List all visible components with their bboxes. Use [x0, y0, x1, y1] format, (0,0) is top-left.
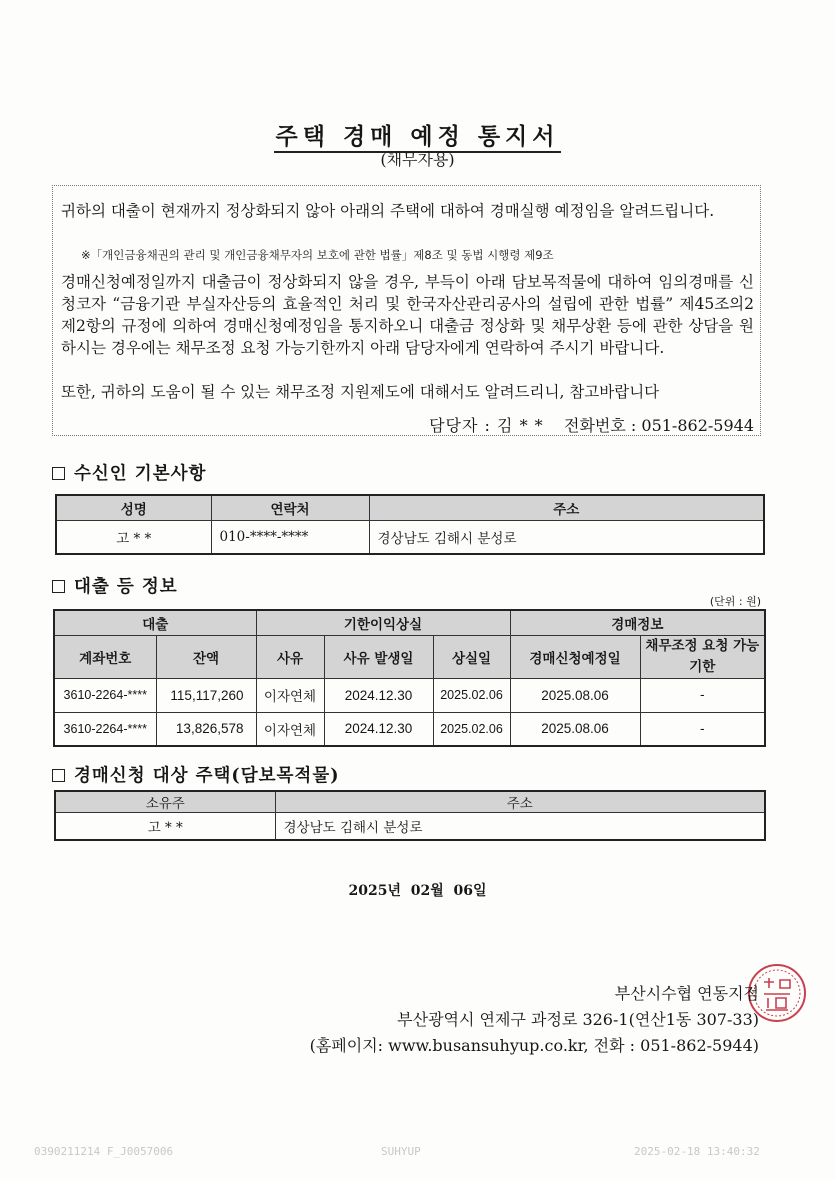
- checkbox-square-icon: [52, 769, 65, 782]
- header-account: 계좌번호: [54, 635, 156, 678]
- header-name: 성명: [56, 495, 211, 520]
- header-adjustment-deadline: 채무조정 요청 가능기한: [640, 635, 765, 678]
- contact-phone: 전화번호 : 051-862-5944: [564, 416, 754, 435]
- table-cell: 3610-2264-****: [54, 678, 156, 712]
- notice-paragraph-1: 귀하의 대출이 현재까지 정상화되지 않아 아래의 주택에 대하여 경매실행 예정임을 알려드립니다.: [61, 202, 715, 220]
- footer-document-id: 0390211214 F_J0057006: [34, 1145, 174, 1158]
- law-reference-note: ※「개인금융채권의 관리 및 개인금융채무자의 보호에 관한 법률」제8조 및 동법 시행령 제9조: [81, 248, 554, 262]
- sender-branch: 부산시수협 연동지점: [614, 984, 759, 1003]
- notice-paragraph-2: 경매신청예정일까지 대출금이 정상화되지 않을 경우, 부득이 아래 담보목적물에 대하여 임의경매를 신청코자 “금융기관 부실자산등의 효율적인 처리 및 한국자산관리공사의 설립에 관한 법률” 제45조의2 제2항의 규정에 의하여 경매신청예정임을 통지하오니 대출금 정상화 및 채무상환 등에 관한 상담을 원하시는 경우에는 채무조정 요청 가능기한까지 아래 담당자에게 연락하여 주시기 바랍니다.: [61, 273, 754, 357]
- recipient-table: [55, 494, 765, 555]
- loan-table: [53, 609, 766, 747]
- header-reason-date: 사유 발생일: [324, 635, 433, 678]
- contact-line: [429, 413, 754, 436]
- footer-brand: SUHYUP: [381, 1145, 421, 1158]
- property-owner: 고 * *: [55, 813, 275, 840]
- table-cell: 2025.02.06: [433, 678, 510, 712]
- header-owner: 소유주: [55, 791, 275, 813]
- document-title: 주택 경매 예정 통지서: [0, 118, 835, 151]
- header-address: 주소: [275, 791, 765, 813]
- recipient-phone: 010-****-****: [211, 520, 369, 554]
- header-address: 주소: [369, 495, 764, 520]
- loan-section-heading: 대출 등 정보: [52, 573, 178, 598]
- group-header-acceleration: 기한이익상실: [256, 610, 510, 635]
- footer-timestamp: 2025-02-18 13:40:32: [634, 1145, 760, 1158]
- recipient-section-heading: 수신인 기본사항: [52, 460, 206, 485]
- table-cell: 이자연체: [256, 712, 324, 746]
- sender-homepage: (홈페이지: www.busansuhyup.co.kr, 전화 : 051-862-5944): [309, 1036, 759, 1055]
- notice-box: [52, 185, 761, 436]
- property-section-heading: 경매신청 대상 주택(담보목적물): [52, 762, 340, 787]
- checkbox-square-icon: [52, 580, 65, 593]
- document-subtitle: (채무자용): [380, 150, 455, 169]
- contact-person: 담당자 : 김 * *: [429, 416, 544, 435]
- group-header-auction: 경매정보: [510, 610, 765, 635]
- header-contact: 연락처: [211, 495, 369, 520]
- table-cell: 2025.08.06: [510, 678, 640, 712]
- table-cell: -: [640, 712, 765, 746]
- recipient-address: 경상남도 김해시 분성로: [369, 520, 764, 554]
- sender-address: 부산광역시 연제구 과정로 326-1(연산1동 307-33): [397, 1010, 759, 1029]
- unit-label: (단위 : 원): [709, 595, 761, 608]
- header-reason: 사유: [256, 635, 324, 678]
- header-auction-date: 경매신청예정일: [510, 635, 640, 678]
- group-header-loan: 대출: [54, 610, 256, 635]
- property-address: 경상남도 김해시 분성로: [275, 813, 765, 840]
- table-cell: 115,117,260: [156, 678, 256, 712]
- table-cell: 2025.08.06: [510, 712, 640, 746]
- header-balance: 잔액: [156, 635, 256, 678]
- property-table: [54, 790, 766, 841]
- table-cell: 2025.02.06: [433, 712, 510, 746]
- table-cell: 13,826,578: [156, 712, 256, 746]
- table-cell: 2024.12.30: [324, 678, 433, 712]
- recipient-name: 고 * *: [56, 520, 211, 554]
- table-cell: 이자연체: [256, 678, 324, 712]
- table-cell: -: [640, 678, 765, 712]
- checkbox-square-icon: [52, 467, 65, 480]
- notice-paragraph-3: 또한, 귀하의 도움이 될 수 있는 채무조정 지원제도에 대해서도 알려드리니, 참고바랍니다: [61, 383, 660, 401]
- header-loss-date: 상실일: [433, 635, 510, 678]
- issue-date: 2025년 02월 06일: [348, 883, 487, 899]
- table-cell: 3610-2264-****: [54, 712, 156, 746]
- table-cell: 2024.12.30: [324, 712, 433, 746]
